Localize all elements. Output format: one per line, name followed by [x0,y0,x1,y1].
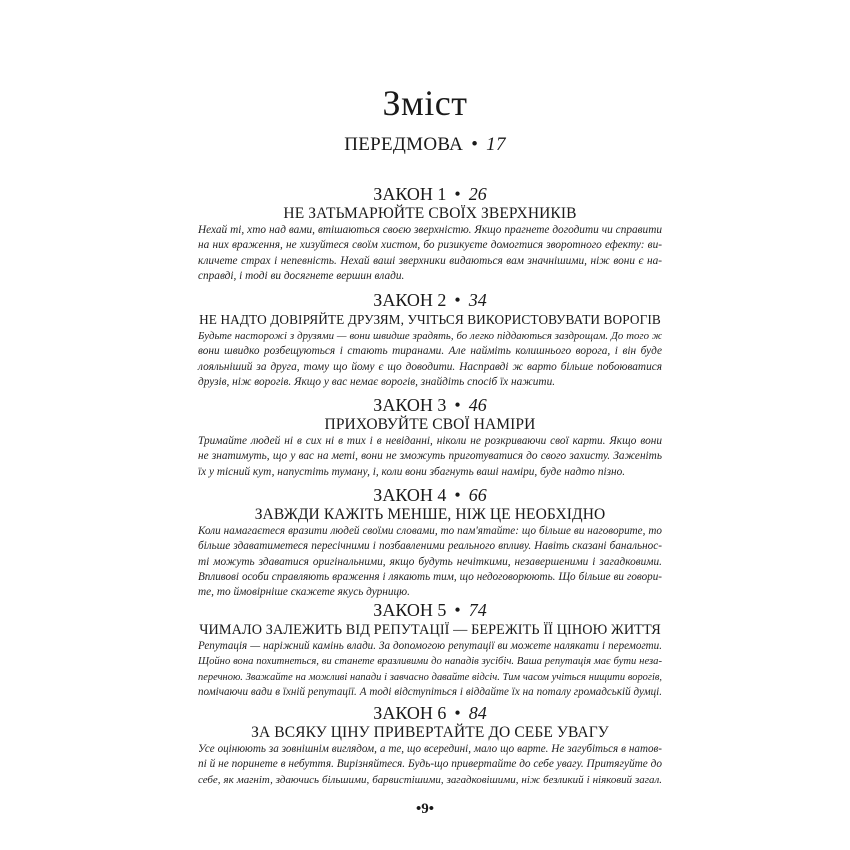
law-number: ЗАКОН 6 [373,703,447,723]
text-line: Щойно вона похитнеться, ви станете вразливими до нападів зусібіч. Ваша репутація має бути неза- [198,656,662,668]
toc-entry-law-3[interactable] [198,395,662,480]
bullet-separator: • [471,134,479,155]
text-line: Коли намагаєтеся вразити людей своїми словами, то пам'ятайте: що більше ви наговорите, то [198,525,662,537]
toc-entry-law-5[interactable] [198,600,662,700]
law-page-number: 46 [468,395,487,415]
bullet-separator: • [454,485,461,505]
law-heading [198,485,662,505]
law-description [198,434,662,480]
toc-entry-law-1[interactable] [198,184,662,284]
toc-entry-preface[interactable] [0,134,850,156]
text-line: на них враження, не хизуйтеся своїм хистом, бо ризикуєте домогтися зворотного ефекту: ви- [198,239,662,252]
bullet-separator: • [454,395,461,415]
text-line: пі й не поринете в небуття. Вирізняйтеся. Будь-що привертайте до себе увагу. Притягуйте до [198,758,662,771]
law-number: ЗАКОН 4 [373,485,447,505]
law-heading [198,703,662,723]
law-page-number: 74 [468,600,487,620]
law-heading [198,290,662,310]
law-description [198,639,662,700]
text-line: Усе оцінюють за зовнішнім виглядом, а те, що всередині, мало що варте. Не загубіться в натов- [198,743,662,755]
bullet-separator: • [454,290,461,310]
bullet-separator: • [454,703,461,723]
text-line: Репутація — наріжний камінь влади. За допомогою репутації ви можете налякати і перемогти. [198,640,662,652]
law-title: ПРИХОВУЙТЕ СВОЇ НАМІРИ [324,416,536,433]
text-line: те, то ймовірніше скажете якусь дурницю. [198,586,410,599]
law-number: ЗАКОН 1 [373,184,447,204]
text-line: їх у тісний кут, напустіть туману, і, коли вони збагнуть ваші наміри, буде надто пізно. [198,465,626,478]
text-line: Тримайте людей ні в сих ні в тих і в невіданні, ніколи не розкриваючи свої карти. Якщо вони [198,435,662,447]
bullet-separator: • [454,184,461,204]
text-line: ті можуть здаватися оригінальними, якщо будуть нечіткими, незавершеними і загадковими. [198,555,662,568]
text-line: справді, і тоді ви досягнете вершин влади. [198,269,405,282]
text-line: себе, як магніт, здаючись більшими, барвистішими, загадковішими, ніж безликий і ніяковий загал. [198,773,662,786]
toc-entry-law-4[interactable] [198,485,662,600]
law-page-number: 66 [468,485,487,505]
law-title: НЕ ЗАТЬМАРЮЙТЕ СВОЇХ ЗВЕРХНИКІВ [283,205,577,222]
law-title: ЗА ВСЯКУ ЦІНУ ПРИВЕРТАЙТЕ ДО СЕБЕ УВАГУ [251,724,609,741]
text-line: більше здаватиметеся пересічними і позбавленими реального впливу. Навіть сказані банальнос- [198,540,662,553]
preface-page-number: 17 [486,134,506,155]
law-description [198,329,662,390]
law-page-number: 34 [468,290,487,310]
text-line: лояльніший за друга, тому що йому є що доводити. Насправді ж варто більше побоюватися [198,360,662,373]
law-page-number: 84 [468,703,487,723]
text-line: друзів, ніж ворогів. Якщо у вас немає ворогів, знайдіть спосіб їх нажити. [198,375,556,388]
text-line: Будьте насторожі з друзями — вони швидше зрадять, бо легко піддаються заздрощам. До того ж [198,330,662,342]
toc-entry-law-2[interactable] [198,290,662,390]
law-description [198,524,662,600]
law-heading [198,395,662,415]
law-number: ЗАКОН 2 [373,290,447,310]
text-line: Впливові особи справляють враження і лякають тим, що недоговорюють. Що більше ви говори- [198,570,662,583]
law-heading [198,600,662,620]
text-line: Нехай ті, хто над вами, втішаються своєю зверхністю. Якщо прагнете догодити чи справити [198,224,662,236]
text-line: вони швидко розбещуються і стають тиранами. Але найміть колишнього ворога, і він буде [198,345,662,358]
law-number: ЗАКОН 5 [373,600,447,620]
law-page-number: 26 [468,184,487,204]
law-title: ЧИМАЛО ЗАЛЕЖИТЬ ВІД РЕПУТАЦІЇ — БЕРЕЖІТЬ ЇЇ ЦІНОЮ ЖИТТЯ [199,622,661,638]
law-heading [198,184,662,204]
toc-entry-law-6[interactable] [198,703,662,788]
text-line: перечною. Зважайте на можливі напади і завчасно давайте відсіч. Тим часом учіться нищити ворогів, [198,671,662,683]
page-number: •9• [415,801,434,817]
text-line: кличете страх і непевність. Нехай ваші зверхники видаються вам значнішими, ніж вони є на- [198,254,662,267]
law-title: НЕ НАДТО ДОВІРЯЙТЕ ДРУЗЯМ, УЧІТЬСЯ ВИКОРИСТОВУВАТИ ВОРОГІВ [199,312,661,327]
page-title: Зміст [382,83,468,124]
bullet-separator: • [454,600,461,620]
law-description [198,223,662,284]
law-number: ЗАКОН 3 [373,395,447,415]
law-description [198,742,662,788]
law-title: ЗАВЖДИ КАЖІТЬ МЕНШЕ, НІЖ ЦЕ НЕОБХІДНО [254,506,606,523]
preface-label: ПЕРЕДМОВА [344,134,464,155]
text-line: не знатимуть, що у вас на меті, вони не зможуть приготуватися до свого захисту. Заженіть [198,450,662,463]
text-line: помічаючи вади в їхній репутації. А тоді відступіться і віддайте їх на поталу громадській думці. [198,685,662,698]
